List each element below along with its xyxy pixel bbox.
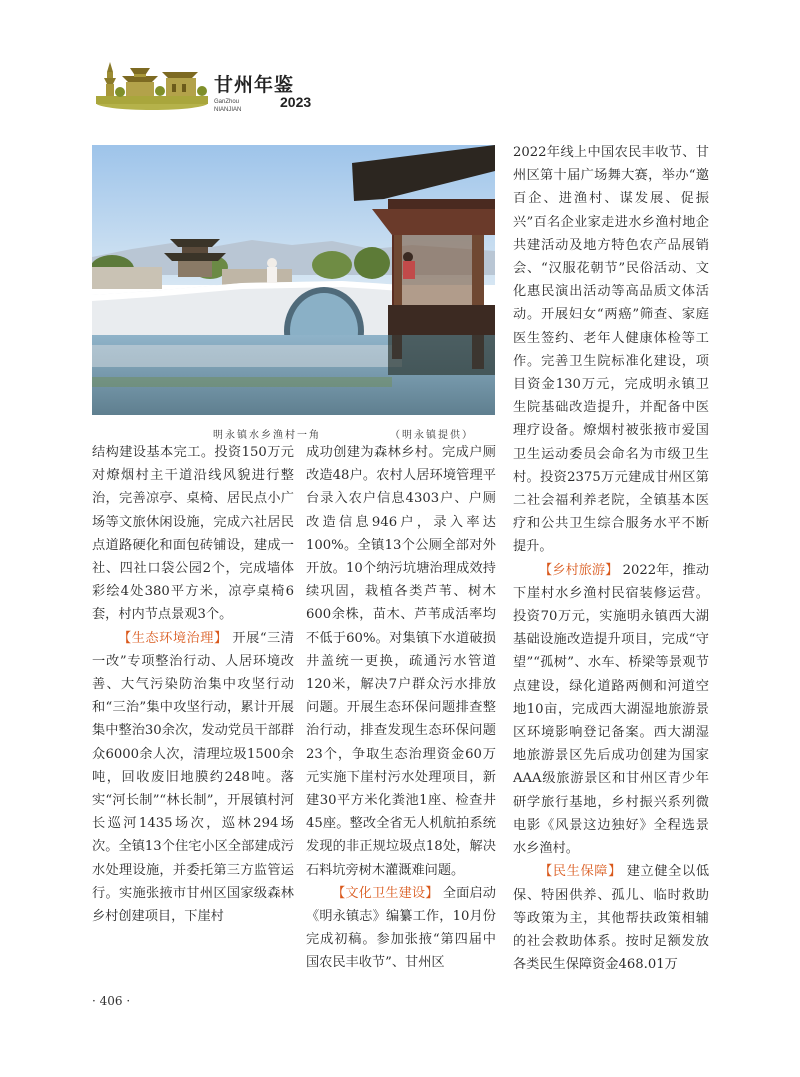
logo-english-line1: GanZhou [214,99,240,105]
yearbook-header [96,58,356,118]
section-tag: 【乡村旅游】 [539,562,619,578]
logo-year: 2023 [280,94,312,110]
text-column-2 [306,441,496,975]
paragraph-body: 建立健全以低保、特困供养、孤儿、临时救助等政策为主，其他帮扶政策相辅的社会救助体系。按时足额发放各类民生保障资金468.01万 [513,864,710,973]
photo-caption: 明永镇水乡渔村一角 [213,430,321,441]
paragraph-body: 全面启动《明永镇志》编纂工作，10月份完成初稿。参加张掖“第四届中国农民丰收节”、甘州区 [306,885,496,971]
paragraph [513,860,709,976]
paragraph-body: 2022年，推动下崖村水乡渔村民宿装修运营。投资70万元，实施明永镇西大湖基础设施改造提升项目，完成“守望”“孤树”、水车、桥梁等景观节点建设，绿化道路两侧和河道空地10亩，完成西大湖湿地旅游景区环境影响登记备案。西大湖湿地旅游景区先后成功创建为国家AAA级旅游景区和甘州区青少年研学旅行基地，乡村振兴系列微电影《风景这边独好》全程选景水乡渔村。 [513,562,710,857]
section-tag: 【生态环境治理】 [118,630,228,646]
logo-english [214,98,241,114]
logo-english-line2: NIANJIAN [214,107,242,113]
pagoda-logo-icon [96,58,208,110]
text-column-3 [513,141,709,976]
logo-title: 甘州年鉴 [214,74,295,96]
paragraph [306,882,496,975]
page-number: · 406 · [92,994,131,1008]
section-tag: 【文化卫生建设】 [332,885,439,901]
paragraph: 成功创建为森林乡村。完成户厕改造48户。农村人居环境管理平台录入农户信息4303户、户厕改造信息946户，录入率达100%。全镇13个公厕全部对外开放。10个纳污坑塘治理成效持续巩固，栽植各类芦苇、树木600余株，苗木、芦苇成活率均不低于60%。对集镇下水道破损井盖统一更换，疏通污水管道120米，解决7户群众污水排放问题。开展生态环保问题排查整治行动，排查发现生态环保问题23个，争取生态治理资金60万元实施下崖村污水处理项目，新建30平方米化粪池1座、检查井45座。整改全省无人机航拍系统发现的非正规垃圾点18处，解决石料坑旁树木灌溉难问题。 [306,445,496,878]
paragraph: 2022年线上中国农民丰收节、甘州区第十届广场舞大赛，举办“邀百企、进渔村、谋发展、促振兴”百名企业家走进水乡渔村地企共建活动及地方特色农产品展销会、“汉服花朝节”民俗活动、文化惠民演出活动等高品质文体活动。开展妇女“两癌”筛查、家庭医生签约、老年人健康体检等工作。完善卫生院标准化建设，项目资金130万元，完成明永镇卫生院基础改造提升，并配备中医理疗设备。燎烟村被张掖市爱国卫生运动委员会命名为市级卫生村。投资2375万元建成甘州区第二社会福利养老院，全镇基本医疗和公共卫生综合服务水平不断提升。 [513,145,709,555]
section-tag: 【民生保障】 [539,864,622,880]
paragraph [92,627,294,929]
photo-credit: （明永镇提供） [390,430,474,441]
paragraph: 结构建设基本完工。投资150万元对燎烟村主干道沿线风貌进行整治，完善凉亭、桌椅、居民点小广场等文旅休闲设施，完成六社居民点道路硬化和面包砖铺设，建成一社、四社口袋公园2个，完成墙体彩绘4处380平方米，凉亭桌椅6套，村内节点景观3个。 [92,445,294,623]
paragraph [513,559,709,861]
text-column-1 [92,441,294,928]
paragraph-body: 开展“三清一改”专项整治行动、人居环境改善、大气污染防治集中攻坚行动和“三治”集中攻坚行动，累计开展集中整治30余次，发动党员干部群众6000余人次，清理垃圾1500余吨，回收废旧地膜约248吨。落实“河长制”“林长制”，开展镇村河长巡河1435场次，巡林294场次。全镇13个住宅小区全部建成污水处理设施，并委托第三方监管运行。实施张掖市甘州区国家级森林乡村创建项目，下崖村 [92,630,294,925]
water-village-photo [92,145,495,415]
